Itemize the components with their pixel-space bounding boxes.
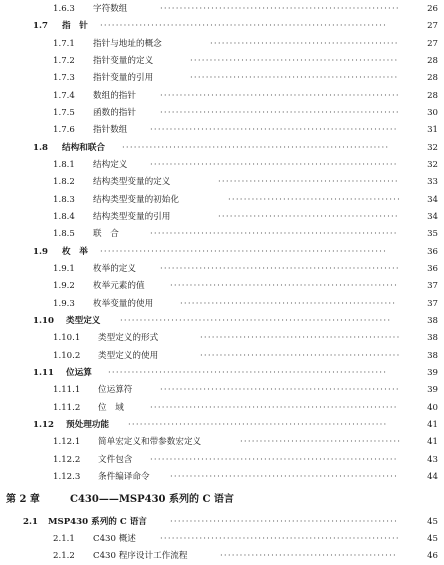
toc-entry xyxy=(0,381,444,399)
entry-title: 位 域 xyxy=(98,403,124,413)
toc-entry xyxy=(0,87,444,105)
entry-title: 结构类型变量的定义 xyxy=(93,177,171,187)
toc-entry xyxy=(0,530,444,548)
section-title: 预处理功能 xyxy=(66,420,109,430)
leader-dots: ······························································· xyxy=(150,403,398,413)
toc-entry xyxy=(0,347,444,365)
entry-page: 38 xyxy=(427,333,438,343)
toc-section xyxy=(0,416,444,434)
entry-title: 类型定义的使用 xyxy=(98,351,159,361)
entry-page: 32 xyxy=(427,143,438,153)
toc-entry xyxy=(0,121,444,139)
entry-title: 指针变量的定义 xyxy=(93,56,154,66)
toc-entry xyxy=(0,208,444,226)
entry-page: 28 xyxy=(427,56,438,66)
toc-entry xyxy=(0,173,444,191)
entry-title: 指针数组 xyxy=(93,125,128,135)
entry-title: 指针与地址的概念 xyxy=(93,39,162,49)
entry-number: 1.7.6 xyxy=(53,125,75,135)
section-title: 位运算 xyxy=(66,368,92,378)
leader-dots: ······················································· xyxy=(180,299,397,309)
toc-section xyxy=(0,17,444,35)
leader-dots: ·························································· xyxy=(170,472,399,482)
entry-page: 35 xyxy=(427,229,438,239)
toc-entry xyxy=(0,451,444,469)
entry-number: 1.11.1 xyxy=(53,385,81,395)
entry-number: 1.8.2 xyxy=(53,177,75,187)
section-number: 1.12 xyxy=(33,420,54,430)
leader-dots: ······························································· xyxy=(150,160,398,170)
toc-entry xyxy=(0,225,444,243)
entry-page: 40 xyxy=(427,403,438,413)
entry-number: 1.11.2 xyxy=(53,403,81,413)
toc-section xyxy=(0,243,444,261)
section-title: 枚 举 xyxy=(62,247,88,257)
entry-number: 1.7.5 xyxy=(53,108,75,118)
entry-title: 结构类型变量的初始化 xyxy=(93,195,179,205)
entry-number: 1.9.3 xyxy=(53,299,75,309)
entry-page: 28 xyxy=(427,91,438,101)
entry-page: 34 xyxy=(427,195,438,205)
entry-number: 1.10.2 xyxy=(53,351,81,361)
leader-dots: ····························································· xyxy=(160,108,400,118)
entry-page: 28 xyxy=(427,73,438,83)
entry-number: 1.8.1 xyxy=(53,160,75,170)
entry-page: 32 xyxy=(427,160,438,170)
section-number: 1.10 xyxy=(33,316,54,326)
leader-dots: ·································································· xyxy=(128,420,388,430)
entry-page: 36 xyxy=(427,264,438,274)
entry-title: 字符数组 xyxy=(93,4,128,14)
section-title: 结构和联合 xyxy=(62,143,105,153)
entry-page: 39 xyxy=(427,385,438,395)
entry-page: 30 xyxy=(427,108,438,118)
leader-dots: ······························································· xyxy=(150,229,398,239)
toc-entry xyxy=(0,433,444,451)
toc-section xyxy=(0,513,444,531)
entry-page: 33 xyxy=(427,177,438,187)
section-number: 2.1 xyxy=(23,517,38,527)
entry-title: 简单宏定义和带参数宏定义 xyxy=(98,437,202,447)
entry-number: 1.7.4 xyxy=(53,91,75,101)
leader-dots: ····························································· xyxy=(160,91,400,101)
toc-entry xyxy=(0,69,444,87)
entry-page: 31 xyxy=(427,125,438,135)
section-title: 类型定义 xyxy=(66,316,101,326)
leader-dots: ····················································· xyxy=(190,56,399,66)
leader-dots: ······································································· xyxy=(108,368,388,378)
entry-number: 1.9.2 xyxy=(53,281,75,291)
leader-dots: ··················································· xyxy=(200,333,401,343)
entry-page: 41 xyxy=(427,437,438,447)
entry-number: 2.1.2 xyxy=(53,551,75,561)
entry-page: 41 xyxy=(427,420,438,430)
entry-page: 44 xyxy=(427,472,438,482)
toc-section xyxy=(0,312,444,330)
entry-title: C430 程序设计工作流程 xyxy=(93,551,188,561)
chapter-title: C430——MSP430 系列的 C 语言 xyxy=(70,494,234,505)
toc-entry xyxy=(0,547,444,565)
toc-entry xyxy=(0,156,444,174)
leader-dots: ················································ xyxy=(210,39,399,49)
leader-dots: ······························································· xyxy=(150,125,398,135)
entry-page: 37 xyxy=(427,281,438,291)
entry-page: 34 xyxy=(427,212,438,222)
entry-title: 文件包含 xyxy=(98,455,133,465)
entry-page: 45 xyxy=(427,517,438,527)
entry-title: 联 合 xyxy=(93,229,119,239)
entry-title: 枚举的定义 xyxy=(93,264,136,274)
entry-number: 1.12.1 xyxy=(53,437,81,447)
entry-number: 1.9.1 xyxy=(53,264,75,274)
entry-title: 枚举元素的值 xyxy=(93,281,145,291)
toc-section xyxy=(0,139,444,157)
entry-number: 1.12.3 xyxy=(53,472,81,482)
entry-number: 1.10.1 xyxy=(53,333,81,343)
section-number: 1.11 xyxy=(33,368,54,378)
leader-dots: ·············································· xyxy=(218,212,399,222)
entry-title: 结构类型变量的引用 xyxy=(93,212,171,222)
leader-dots: ·························································· xyxy=(170,517,399,527)
toc-section xyxy=(0,364,444,382)
leader-dots: ····························································· xyxy=(160,534,400,544)
entry-number: 1.7.2 xyxy=(53,56,75,66)
leader-dots: ·············································· xyxy=(218,177,399,187)
entry-title: 枚举变量的使用 xyxy=(93,299,154,309)
toc-entry xyxy=(0,104,444,122)
entry-number: 1.8.4 xyxy=(53,212,75,222)
entry-number: 1.8.5 xyxy=(53,229,75,239)
entry-page: 45 xyxy=(427,534,438,544)
entry-page: 27 xyxy=(427,21,438,31)
leader-dots: ····································································· xyxy=(120,316,392,326)
entry-number: 1.7.3 xyxy=(53,73,75,83)
entry-page: 26 xyxy=(427,4,438,14)
entry-page: 37 xyxy=(427,299,438,309)
entry-number: 1.7.1 xyxy=(53,39,75,49)
entry-page: 43 xyxy=(427,455,438,465)
entry-page: 46 xyxy=(427,551,438,561)
leader-dots: ········································································· xyxy=(100,247,388,257)
entry-number: 2.1.1 xyxy=(53,534,75,544)
toc-entry xyxy=(0,35,444,53)
entry-title: 条件编译命令 xyxy=(98,472,150,482)
toc-entry xyxy=(0,277,444,295)
section-number: 1.8 xyxy=(33,143,48,153)
chapter-number: 第 2 章 xyxy=(6,494,40,505)
leader-dots: ············································ xyxy=(228,195,401,205)
leader-dots: ··················································· xyxy=(200,351,401,361)
section-title: MSP430 系列的 C 语言 xyxy=(48,517,147,527)
toc-entry xyxy=(0,329,444,347)
section-number: 1.7 xyxy=(33,21,48,31)
entry-page: 27 xyxy=(427,39,438,49)
entry-title: C430 概述 xyxy=(93,534,136,544)
toc-entry xyxy=(0,295,444,313)
entry-number: 1.8.3 xyxy=(53,195,75,205)
toc-entry xyxy=(0,468,444,486)
leader-dots: ·························································· xyxy=(170,281,399,291)
leader-dots: ······························································· xyxy=(150,455,398,465)
leader-dots: ········································· xyxy=(240,437,402,447)
toc-entry xyxy=(0,191,444,209)
entry-page: 39 xyxy=(427,368,438,378)
entry-title: 数组的指针 xyxy=(93,91,136,101)
leader-dots: ····························································· xyxy=(160,385,400,395)
entry-page: 38 xyxy=(427,316,438,326)
entry-page: 36 xyxy=(427,247,438,257)
chapter-heading xyxy=(0,490,444,510)
toc-entry xyxy=(0,0,444,18)
entry-title: 类型定义的形式 xyxy=(98,333,159,343)
entry-page: 38 xyxy=(427,351,438,361)
entry-number: 1.6.3 xyxy=(53,4,75,14)
section-title: 指 针 xyxy=(62,21,88,31)
leader-dots: ····························································· xyxy=(160,264,400,274)
entry-title: 位运算符 xyxy=(98,385,133,395)
entry-title: 指针变量的引用 xyxy=(93,73,154,83)
toc-entry xyxy=(0,52,444,70)
leader-dots: ············································· xyxy=(220,551,397,561)
toc-entry xyxy=(0,260,444,278)
leader-dots: ···································································· xyxy=(122,143,390,153)
entry-number: 1.12.2 xyxy=(53,455,81,465)
entry-title: 函数的指针 xyxy=(93,108,136,118)
entry-title: 结构定义 xyxy=(93,160,128,170)
section-number: 1.9 xyxy=(33,247,48,257)
leader-dots: ····························································· xyxy=(160,4,400,14)
leader-dots: ····················································· xyxy=(190,73,399,83)
toc-entry xyxy=(0,399,444,417)
leader-dots: ········································································· xyxy=(100,21,388,31)
